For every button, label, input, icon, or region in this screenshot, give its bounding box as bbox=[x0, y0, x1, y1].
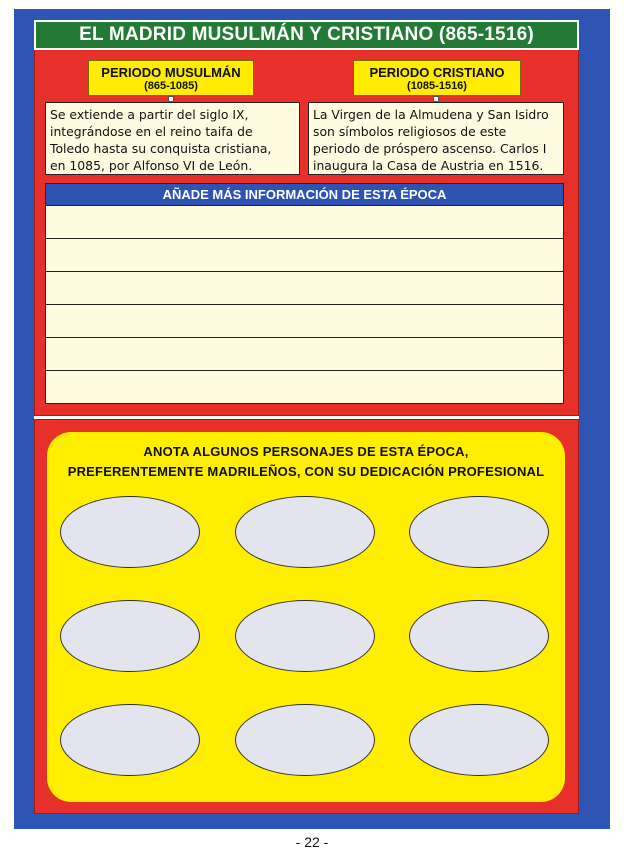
character-oval[interactable] bbox=[60, 600, 200, 672]
description-line: Toledo hasta su conquista cristiana, bbox=[50, 141, 272, 156]
period-muslim-description bbox=[45, 102, 300, 175]
character-oval[interactable] bbox=[235, 600, 375, 672]
description-line: Se extiende a partir del siglo IX, bbox=[50, 107, 249, 122]
description-line: en 1085, por Alfonso VI de León. bbox=[50, 158, 253, 173]
character-oval[interactable] bbox=[409, 496, 549, 568]
character-oval[interactable] bbox=[235, 496, 375, 568]
info-write-row[interactable] bbox=[46, 371, 563, 404]
period-christian-name: PERIODO CRISTIANO bbox=[369, 65, 505, 80]
description-line: periodo de próspero ascenso. Carlos I bbox=[313, 141, 547, 156]
description-line: son símbolos religiosos de este bbox=[313, 124, 507, 139]
info-write-row[interactable] bbox=[46, 206, 563, 239]
character-oval[interactable] bbox=[60, 704, 200, 776]
period-muslim-name: PERIODO MUSULMÁN bbox=[101, 65, 241, 80]
characters-title-line: PREFERENTEMENTE MADRILEÑOS, CON SU DEDICACIÓN PROFESIONAL bbox=[67, 464, 545, 479]
character-oval[interactable] bbox=[409, 600, 549, 672]
page-title: EL MADRID MUSULMÁN Y CRISTIANO (865-1516) bbox=[34, 20, 579, 50]
info-header: AÑADE MÁS INFORMACIÓN DE ESTA ÉPOCA bbox=[46, 184, 563, 206]
page-number: - 22 - bbox=[295, 834, 329, 850]
description-line: integrándose en el reino taifa de bbox=[50, 124, 253, 139]
period-christian-description bbox=[308, 102, 564, 175]
characters-title bbox=[47, 442, 565, 482]
characters-title-line: ANOTA ALGUNOS PERSONAJES DE ESTA ÉPOCA, bbox=[143, 444, 469, 459]
characters-panel bbox=[47, 432, 565, 802]
character-oval[interactable] bbox=[235, 704, 375, 776]
description-line: La Virgen de la Almudena y San Isidro bbox=[313, 107, 549, 122]
period-muslim-dates: (865-1085) bbox=[144, 80, 198, 92]
info-write-row[interactable] bbox=[46, 239, 563, 272]
info-section bbox=[45, 183, 564, 404]
info-write-row[interactable] bbox=[46, 272, 563, 305]
period-christian-dates: (1085-1516) bbox=[407, 80, 467, 92]
info-write-row[interactable] bbox=[46, 305, 563, 338]
info-write-row[interactable] bbox=[46, 338, 563, 371]
period-christian-label bbox=[353, 60, 521, 96]
period-muslim-label bbox=[88, 60, 254, 96]
description-line: inaugura la Casa de Austria en 1516. bbox=[313, 158, 544, 173]
section-divider bbox=[34, 416, 579, 419]
character-oval[interactable] bbox=[60, 496, 200, 568]
character-oval[interactable] bbox=[409, 704, 549, 776]
